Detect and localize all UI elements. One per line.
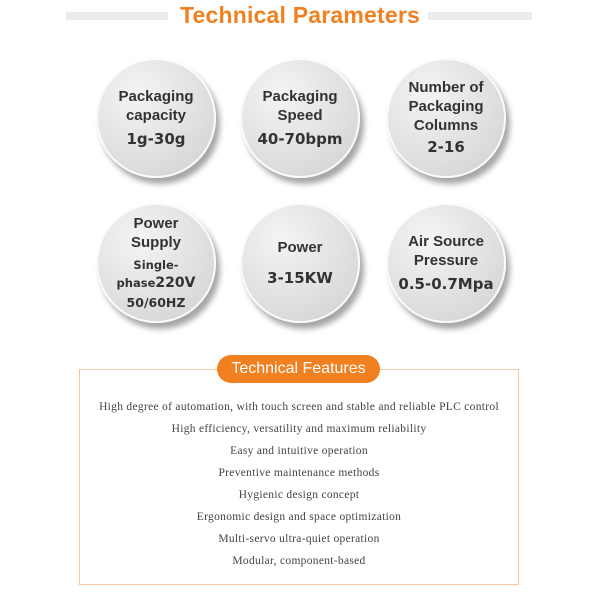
param-power bbox=[240, 203, 360, 323]
param-value: 2-16 bbox=[427, 138, 465, 156]
param-value-line2: 50/60HZ bbox=[126, 295, 186, 310]
param-value: 3-15KW bbox=[267, 268, 333, 287]
param-label: Packaging bbox=[262, 87, 338, 105]
param-label: Speed bbox=[277, 106, 323, 124]
param-packaging-speed bbox=[240, 58, 360, 178]
param-power-supply bbox=[96, 203, 216, 323]
param-value: 1g-30g bbox=[126, 129, 186, 148]
feature-item: Modular, component-based bbox=[232, 555, 366, 567]
param-value bbox=[96, 256, 216, 292]
feature-item: Hygienic design concept bbox=[238, 489, 360, 501]
param-value: 0.5-0.7Mpa bbox=[398, 274, 494, 293]
features-list bbox=[79, 398, 519, 574]
param-label: Power bbox=[277, 238, 323, 256]
feature-item: High efficiency, versatility and maximum reliability bbox=[171, 423, 427, 435]
feature-item: Preventive maintenance methods bbox=[218, 467, 380, 479]
feature-item: Multi-servo ultra-quiet operation bbox=[218, 533, 380, 545]
param-label: Air Source bbox=[408, 232, 484, 250]
section-title-features: Technical Features bbox=[217, 355, 380, 383]
param-label: Pressure bbox=[413, 251, 479, 269]
param-label: capacity bbox=[125, 106, 187, 124]
param-label: Power bbox=[133, 215, 179, 232]
feature-item: High degree of automation, with touch screen and stable and reliable PLC control bbox=[99, 401, 499, 413]
param-value-prefix: Single-phase bbox=[116, 258, 179, 290]
param-value: 40-70bpm bbox=[257, 129, 343, 148]
param-label: Columns bbox=[413, 117, 479, 134]
feature-item: Ergonomic design and space optimization bbox=[196, 511, 402, 523]
section-title-parameters: Technical Parameters bbox=[179, 2, 421, 28]
param-packaging-columns bbox=[386, 58, 506, 178]
param-label: Supply bbox=[130, 234, 181, 251]
param-label: Packaging bbox=[408, 98, 484, 115]
param-label: Packaging bbox=[118, 87, 194, 105]
param-packaging-capacity bbox=[96, 58, 216, 178]
feature-item: Easy and intuitive operation bbox=[230, 445, 368, 457]
param-air-source-pressure bbox=[386, 203, 506, 323]
param-value-main: 220V bbox=[155, 275, 196, 291]
param-label: Number of bbox=[408, 79, 484, 96]
